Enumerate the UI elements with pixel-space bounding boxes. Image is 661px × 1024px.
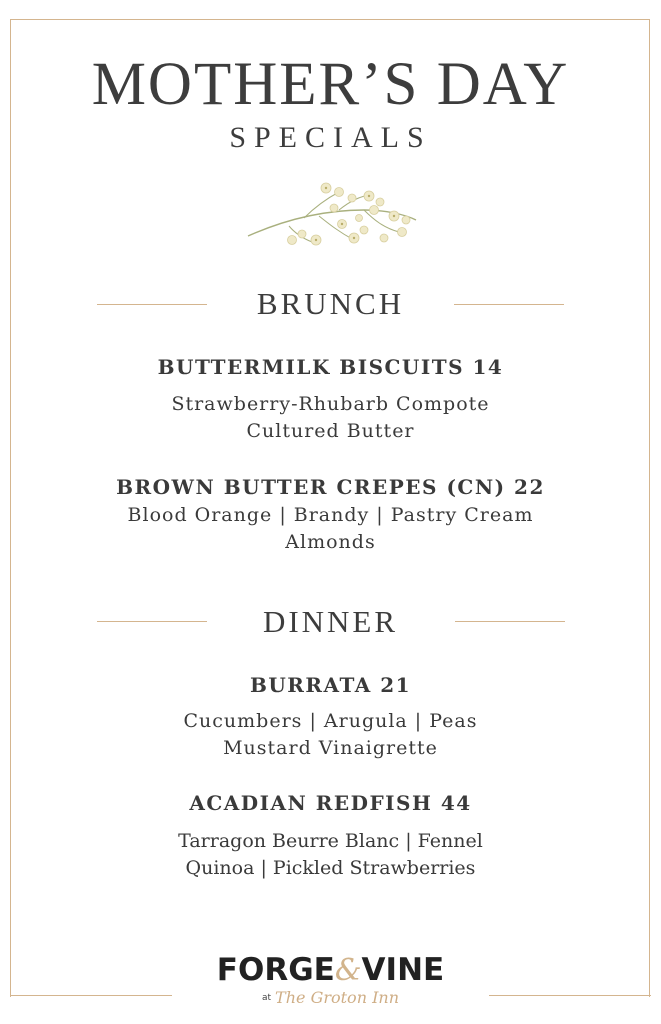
page-subtitle: SPECIALS bbox=[229, 121, 432, 154]
menu-item-description: Tarragon Beurre Blanc | Fennel bbox=[178, 830, 483, 852]
logo-word-vine: VINE bbox=[361, 952, 445, 988]
logo-groton-inn: The Groton Inn bbox=[275, 988, 400, 1007]
menu-item-description: Mustard Vinaigrette bbox=[223, 737, 438, 759]
menu-item-name: ACADIAN REDFISH 44 bbox=[189, 791, 472, 815]
logo-word-forge: FORGE bbox=[216, 952, 335, 988]
page-title: MOTHER’S DAY bbox=[91, 51, 570, 118]
section-title-brunch: BRUNCH bbox=[256, 286, 405, 321]
logo-at: at bbox=[261, 993, 272, 1003]
menu-item-name: BROWN BUTTER CREPES (CN) 22 bbox=[116, 475, 545, 499]
menu-item-description: Strawberry-Rhubarb Compote bbox=[171, 393, 490, 415]
menu-item-description: Cucumbers | Arugula | Peas bbox=[183, 710, 478, 732]
baby-breath-sprig-icon bbox=[244, 180, 420, 252]
logo-ampersand: & bbox=[334, 953, 362, 988]
menu-item-description: Blood Orange | Brandy | Pastry Cream bbox=[127, 504, 534, 526]
menu-item-description: Quinoa | Pickled Strawberries bbox=[185, 857, 476, 879]
forge-vine-logo bbox=[0, 952, 661, 988]
menu-item-name: BURRATA 21 bbox=[249, 673, 412, 697]
menu-item-name: BUTTERMILK BISCUITS 14 bbox=[157, 355, 504, 379]
menu-item-description: Cultured Butter bbox=[246, 420, 415, 442]
logo-subline bbox=[0, 988, 661, 1007]
section-title-dinner: DINNER bbox=[262, 604, 399, 639]
menu-item-description: Almonds bbox=[285, 531, 376, 553]
